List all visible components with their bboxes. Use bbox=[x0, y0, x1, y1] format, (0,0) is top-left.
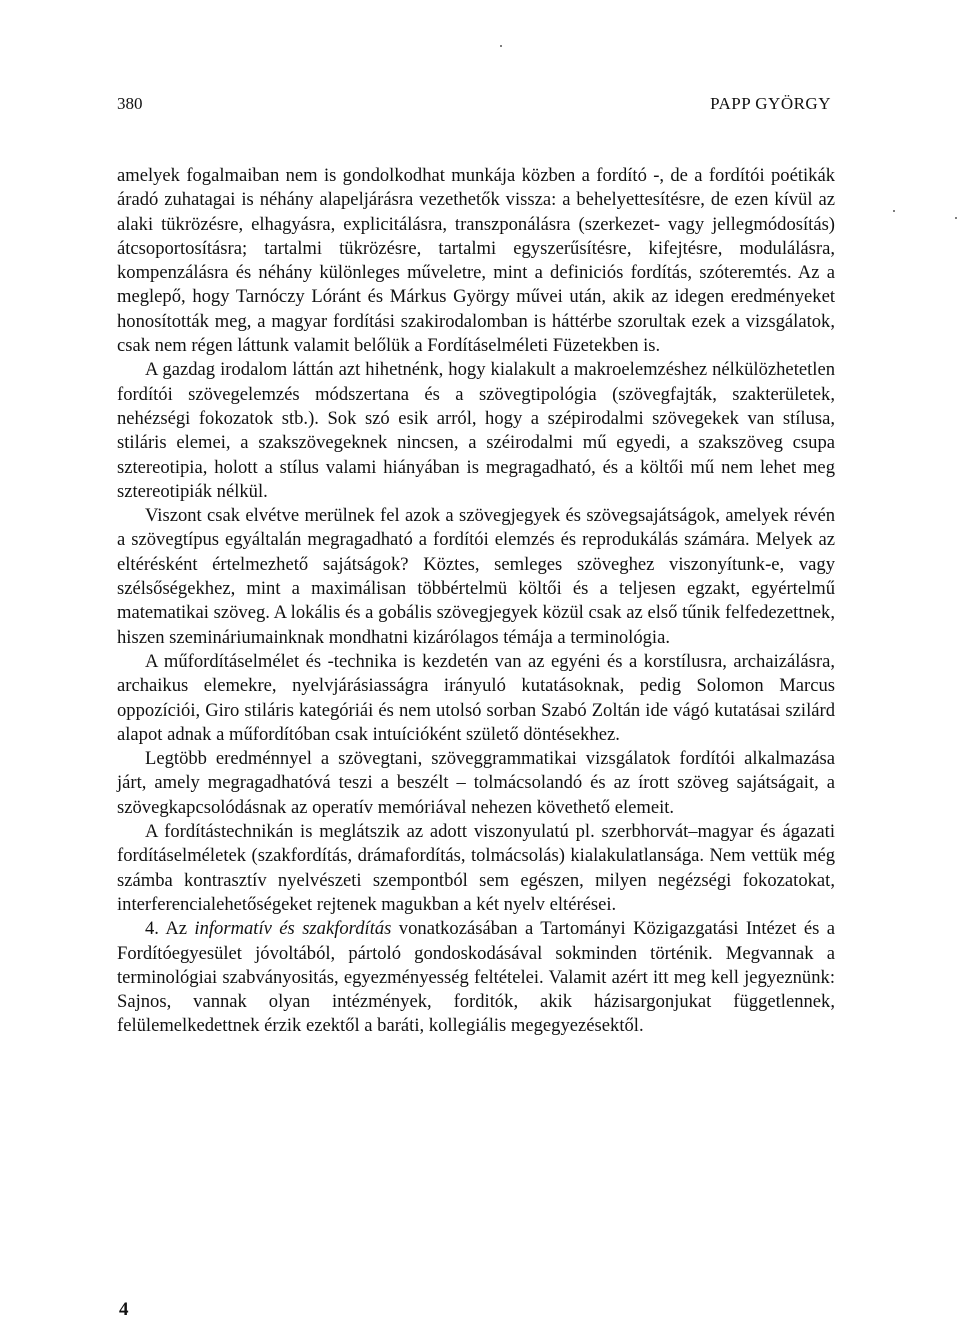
page-header bbox=[117, 94, 831, 118]
paragraph: A fordítástechnikán is meglátszik az adott viszonyulatú pl. szerbhorvát–magyar és ágazati fordításelméletek (szakfordítás, drámafordítás, tolmácsolás) kialakulatlansága. Nem vettük még számba kontrasztív nyelvészeti szempontból sem egészen, milyen negézségi fokozatokat, interferencialehetőségeket rejtenek magukban a két nyelv eltérései. bbox=[117, 821, 835, 915]
page-number: 380 bbox=[117, 94, 143, 113]
paragraph: A műfordításelmélet és -technika is kezdetén van az egyéni és a korstílusra, archaizálásra, archaikus elemekre, nyelvjárásiasságra irányuló kutatásoknak, pedig Solomon Marcus oppozíciói, Giro stiláris kategóriái és nem utolsó sorban Szabó Zoltán ide vágó kutatásai szilárd alapot adnak a műfordítóban csak intuícióként születő döntésekhez. bbox=[117, 650, 835, 745]
italic-term: informatív és szakfordítás bbox=[194, 918, 392, 940]
paragraph: Legtöbb eredménnyel a szövegtani, szöveggrammatikai vizsgálatok fordítói alkalmazása járt, amely megragadhatóvá teszi a beszélt – tolmácsolandó és az írott szöveg sajátságait, a szövegkapcsolódásnak az operatív memóriával nehezen követhető elemeit. bbox=[117, 748, 835, 818]
scan-speck bbox=[500, 45, 502, 47]
paragraph: Viszont csak elvétve merülnek fel azok a szövegjegyek és szövegsajátságok, amelyek révén a szövegtípus egyáltalán megragadható a fordítói elemzés és reprodukálás számára. Melyek az eltérésként értelmezhető sajátságok? Köztes, semleges szöveghez viszonyítunk-e, vagy szélsőségekhez, mint a maximálisan többértelmü költői és a teljesen egzakt, egyértelmű matematikai szöveg. A lokális és a gobális szövegjegyek közül csak az első tűnik felfedezettnek, hiszen szemináriumainknak mondhatni kizárólagos témája a terminológia. bbox=[117, 505, 835, 648]
body-text bbox=[117, 164, 835, 1039]
scan-speck bbox=[955, 217, 957, 219]
paragraph-suffix: vonatkozásában a Tartományi Közigazgatási Intézet és a Fordítóegyesület jóvoltából, pártoló gondoskodásával sokminden történik. Megvannak a terminológiai szabványositás, egyezményesség feltételei. Valamit azért itt meg kell jegyeznünk: Sajnos, vannak olyan intézmények, forditók, akik házisargonjukat függetlennek, felülemelkedettnek érzik ezektől a baráti, kollegiális megegyezésektől. bbox=[117, 918, 835, 1037]
paragraph: A gazdag irodalom láttán azt hihetnénk, hogy kialakult a makroelemzéshez nélkülözhetetlen fordítói szövegelemzés módszertana és a szövegtipológia (szövegfajták, szakterületek, nehézségi fokozatok stb.). Sok szó esik arról, hogy a szépirodalmi szövegekek van stílusa, stiláris elemei, a szakszövegeknek nincsen, a széirodalmi mű egyedi, a szakszöveg csupa sztereotipia, holott a stílus valami hiányában is megragadható, és a költői mű nem lehet meg sztereotipiák nélkül. bbox=[117, 359, 835, 502]
scan-speck bbox=[893, 210, 895, 212]
running-head: PAPP GYÖRGY bbox=[710, 94, 831, 113]
paragraph bbox=[117, 917, 835, 1038]
signature-mark: 4 bbox=[119, 1299, 129, 1320]
paragraph: amelyek fogalmaiban nem is gondolkodhat munkája közben a fordító -, de a fordítói poétikák áradó zuhatagai is néhány alapeljárásra vezethetők vissza: a behelyettesítésre, de ezen kívül az alaki tükrözésre, elhagyásra, explicitálásra, transzponálásra (szerkezet- vagy jellegmódosítás) átcsoportosításra; tartalmi tükrözésre, tartalmi egyszerűsítésre, kifejtésre, modulálásra, kompenzálásra és néhány különleges műveletre, mint a definiciós fordítás, szóteremtés. Az a meglepő, hogy Tarnóczy Lóránt és Márkus György művei után, akik az idegen eredményeket honosították meg, a magyar fordítási szakirodalomban is háttérbe szorultak ezek a vizsgálatok, csak nem régen láttunk valamit belőlük a Fordításelméleti Füzetekben is. bbox=[117, 165, 835, 357]
paragraph-prefix: 4. Az bbox=[145, 918, 195, 940]
